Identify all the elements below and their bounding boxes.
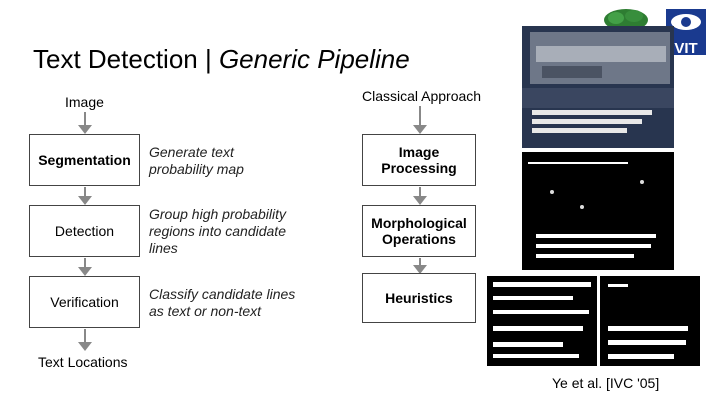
step-segmentation xyxy=(29,134,140,186)
step-verification-label: Verification xyxy=(50,294,119,310)
input-label: Image xyxy=(65,94,104,110)
step-segmentation-desc: Generate text probability map xyxy=(149,144,244,177)
arrow-r-2 xyxy=(419,258,421,272)
output-label: Text Locations xyxy=(38,354,128,370)
step-image-processing-label: Image Processing xyxy=(381,144,457,176)
step-morphological-label: Morphological Operations xyxy=(371,215,467,247)
step-verification-desc: Classify candidate lines as text or non-text xyxy=(149,286,296,319)
page-title xyxy=(33,44,410,75)
step-detection xyxy=(29,205,140,257)
step-detection-label: Detection xyxy=(54,223,115,239)
arrow-seg-det xyxy=(84,187,86,203)
step-morphological xyxy=(362,205,476,257)
title-sub: Generic Pipeline xyxy=(218,44,410,74)
step-heuristics xyxy=(362,273,476,323)
citation: Ye et al. [IVC '05] xyxy=(552,375,660,391)
arrow-det-ver xyxy=(84,258,86,274)
original-image-panel xyxy=(522,26,674,148)
step-image-processing xyxy=(362,134,476,186)
step-verification xyxy=(29,276,140,328)
probability-map-panel xyxy=(522,152,674,270)
candidate-lines-panel xyxy=(487,276,597,366)
text-lines-panel xyxy=(600,276,700,366)
arrow-input xyxy=(84,112,86,132)
classical-approach-heading: Classical Approach xyxy=(362,88,482,104)
step-detection-desc: Group high probability regions into candidate lines xyxy=(149,206,286,256)
step-heuristics-label: Heuristics xyxy=(385,290,453,306)
step-segmentation-label: Segmentation xyxy=(38,152,131,168)
arrow-r-input xyxy=(419,106,421,132)
arrow-output xyxy=(84,329,86,349)
vit-logo-text: VIT xyxy=(674,40,698,57)
title-main: Text Detection | xyxy=(33,44,219,74)
arrow-r-1 xyxy=(419,187,421,203)
